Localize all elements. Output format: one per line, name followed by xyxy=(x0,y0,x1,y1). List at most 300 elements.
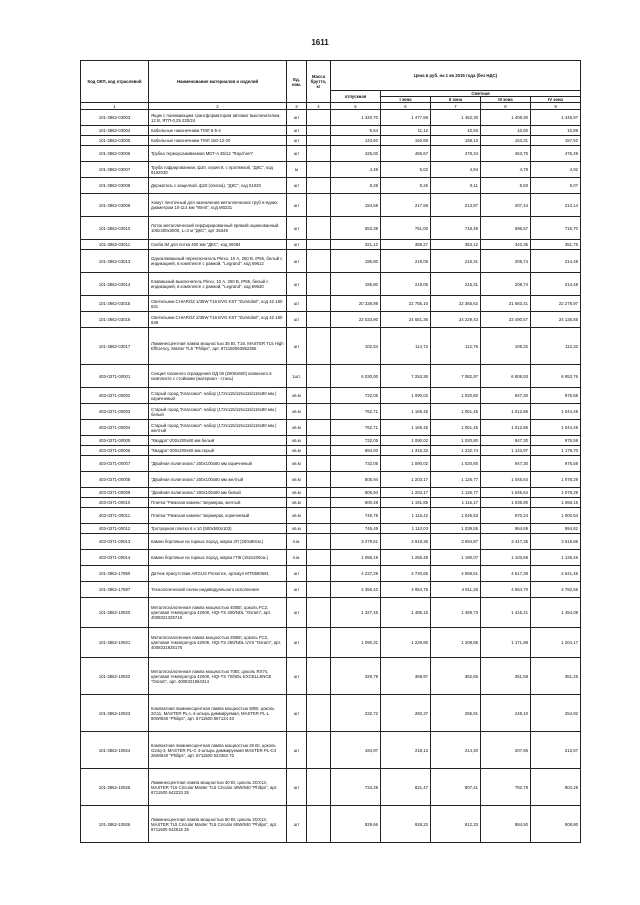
row-price-zone3: 947,30 xyxy=(481,436,531,446)
row-price-zone2: 1 452,30 xyxy=(431,110,481,126)
row-price-zone2: 214,40 xyxy=(431,732,481,769)
row-code: 403-0371-00007 xyxy=(81,456,149,472)
column-index: 2 xyxy=(149,103,287,110)
table-row xyxy=(81,472,581,488)
row-mass xyxy=(307,436,331,446)
row-mass xyxy=(307,806,331,843)
row-unit: шт xyxy=(287,312,307,328)
row-price-release: 805,94 xyxy=(331,472,381,488)
row-price-zone3: 1 408,30 xyxy=(481,110,531,126)
row-price-zone1: 3 918,36 xyxy=(381,534,431,550)
row-mass xyxy=(307,566,331,582)
row-price-release: 653,38 xyxy=(331,217,381,240)
row-price-zone1: 1 165,45 xyxy=(381,420,431,436)
table-row xyxy=(81,658,581,695)
row-unit: шт xyxy=(287,250,307,273)
row-price-zone4: 351,75 xyxy=(531,240,581,250)
row-name: Кабельные наконечники ТМЛ 150-12-20 xyxy=(149,136,287,146)
row-price-zone1: 4 740,65 xyxy=(381,566,431,582)
row-price-release: 800,48 xyxy=(331,498,381,508)
row-unit: шт xyxy=(287,217,307,240)
row-unit: шт xyxy=(287,769,307,806)
table-row xyxy=(81,312,581,328)
row-mass xyxy=(307,110,331,126)
row-code: 101-3862-03004 xyxy=(81,126,149,136)
row-unit: кв.м xyxy=(287,420,307,436)
row-price-zone3: 109,32 xyxy=(481,328,531,365)
row-code: 101-3852-10921 xyxy=(81,628,149,658)
row-name: "Двойная полигональ" 200х100х80 мм коричневый xyxy=(149,456,287,472)
row-price-zone1: 1 090,02 xyxy=(381,388,431,404)
row-name: Держатель с защелкой, ф20 (списка), "ДКС", код 51020 xyxy=(149,178,287,194)
table-row xyxy=(81,566,581,582)
row-name: Плитка "Римская камень" Бермерак, желтый xyxy=(149,498,287,508)
row-price-zone3: 1 035,80 xyxy=(481,498,531,508)
row-price-release: 195,80 xyxy=(331,273,381,296)
row-price-zone1: 821,47 xyxy=(381,769,431,806)
row-price-zone4: 476,49 xyxy=(531,146,581,162)
row-price-zone3: 1 012,86 xyxy=(481,420,531,436)
table-row xyxy=(81,806,581,843)
row-unit: шт xyxy=(287,273,307,296)
row-price-release: 9,64 xyxy=(331,126,381,136)
table-row xyxy=(81,446,581,456)
row-name: Старый город "Классика"- набор (172х115/115х115/115х80 мм.) коричневый xyxy=(149,388,287,404)
row-code: 403-0371-00004 xyxy=(81,420,149,436)
row-price-zone4: 1 454,08 xyxy=(531,598,581,628)
row-mass xyxy=(307,732,331,769)
table-header xyxy=(81,61,581,110)
table-row xyxy=(81,534,581,550)
row-price-zone1: 114,72 xyxy=(381,328,431,365)
row-unit: шт xyxy=(287,146,307,162)
table-row xyxy=(81,732,581,769)
row-name: Старый город "Классика"- набор (172х115/115х115/115х80 мм.) белый xyxy=(149,404,287,420)
row-price-release: 732,05 xyxy=(331,456,381,472)
row-price-zone3: 1 143,97 xyxy=(481,446,531,456)
row-price-zone4: 214,48 xyxy=(531,250,581,273)
row-price-zone1: 751,00 xyxy=(381,217,431,240)
row-name: Компактная люминесцентная лампа мощностью 80Вт, цоколь 2G11, MASTER PL-L 4-штырь диммируемая, MASTER PL-L 80W/840 "Philips", арт. 8711500 867124 40 xyxy=(149,695,287,732)
header-estimate: Сметная xyxy=(381,91,581,97)
row-mass xyxy=(307,240,331,250)
table-row xyxy=(81,628,581,658)
row-code: 403-0371-00009 xyxy=(81,488,149,498)
row-price-zone1: 5,02 xyxy=(381,162,431,178)
table-row xyxy=(81,273,581,296)
row-price-zone3: 1 415,21 xyxy=(481,598,531,628)
row-price-zone2: 1 039,55 xyxy=(431,524,481,534)
row-price-zone1: 1 316,32 xyxy=(381,446,431,456)
row-code: 403-0371-00014 xyxy=(81,550,149,566)
table-row xyxy=(81,296,581,312)
row-price-zone1: 11,12 xyxy=(381,126,431,136)
row-mass xyxy=(307,328,331,365)
header-code: Код ОКП, код отраслевой xyxy=(81,61,149,103)
row-unit: кв.м xyxy=(287,524,307,534)
row-price-zone2: 1 190,07 xyxy=(431,550,481,566)
row-unit: шт xyxy=(287,296,307,312)
row-price-zone3: 207,86 xyxy=(481,732,531,769)
row-price-release: 829,66 xyxy=(331,806,381,843)
header-unit: Ед. изм. xyxy=(287,61,307,103)
row-price-zone2: 1 045,53 xyxy=(431,508,481,524)
row-price-zone2: 1 020,80 xyxy=(431,436,481,446)
row-name: "Квадра"-200х200х60 мм.серый xyxy=(149,446,287,456)
row-unit: шт xyxy=(287,628,307,658)
row-price-release: 1 320,70 xyxy=(331,110,381,126)
row-price-zone4: 1 044,49 xyxy=(531,420,581,436)
row-unit: шт xyxy=(287,110,307,126)
column-index: 9 xyxy=(531,103,581,110)
row-code: 101-3862-03005 xyxy=(81,136,149,146)
row-price-zone1: 1 485,15 xyxy=(381,598,431,628)
row-name: Технологический лючок индивидуального исполнения xyxy=(149,582,287,598)
row-price-zone1: 1 165,45 xyxy=(381,404,431,420)
row-name: Светильник CHIAROZ 1/35W T16 EVG KST "Zumtobel", код 42 180 631 xyxy=(149,296,287,312)
column-index: 8 xyxy=(481,103,531,110)
row-price-zone4: 715,70 xyxy=(531,217,581,240)
row-name: Секция газонного ограждения ОД 06 (2000х600) кованного в комплекте с стойками (материал - сталь) xyxy=(149,365,287,388)
column-index: 7 xyxy=(431,103,481,110)
row-price-zone4: 1 068,15 xyxy=(531,498,581,508)
row-mass xyxy=(307,162,331,178)
row-price-release: 4,49 xyxy=(331,162,381,178)
row-price-zone2: 1 208,85 xyxy=(431,628,481,658)
row-price-zone2: 4 659,51 xyxy=(431,566,481,582)
row-price-zone4: 976,58 xyxy=(531,388,581,404)
row-price-zone4: 213,14 xyxy=(531,194,581,217)
table-row xyxy=(81,404,581,420)
row-mass xyxy=(307,126,331,136)
row-price-zone1: 1 203,17 xyxy=(381,488,431,498)
row-price-zone1: 22 755,10 xyxy=(381,296,431,312)
row-mass xyxy=(307,404,331,420)
row-price-release: 22 033,90 xyxy=(331,312,381,328)
row-name: Металлогалогенная лампа мощностью 400Вт, цоколь FC2, цветовая температура 4200К, HQI-TS 400/NDL "Osram", арт. 4008321325716 xyxy=(149,598,287,628)
row-price-zone3: 207,44 xyxy=(481,194,531,217)
row-price-release: 8,28 xyxy=(331,178,381,194)
row-price-zone3: 947,30 xyxy=(481,456,531,472)
row-code: 101-3862-17850 xyxy=(81,566,149,582)
row-mass xyxy=(307,365,331,388)
header-mass: Масса брутто, кг xyxy=(307,61,331,103)
table-row xyxy=(81,582,581,598)
row-price-zone4: 157,52 xyxy=(531,136,581,146)
row-price-zone2: 1 020,80 xyxy=(431,456,481,472)
row-price-zone1: 219,06 xyxy=(381,273,431,296)
row-mass xyxy=(307,550,331,566)
row-price-zone2: 3 694,87 xyxy=(431,534,481,550)
row-code: 403-0371-00005 xyxy=(81,436,149,446)
row-price-zone2: 1 061,45 xyxy=(431,420,481,436)
row-mass xyxy=(307,446,331,456)
row-price-zone4: 976,58 xyxy=(531,456,581,472)
row-price-zone2: 7 082,97 xyxy=(431,365,481,388)
row-price-zone1: 466,67 xyxy=(381,146,431,162)
row-price-release: 1 058,19 xyxy=(331,550,381,566)
header-zone1: I зона xyxy=(381,97,431,103)
row-code: 403-0371-00008 xyxy=(81,472,149,488)
table-row xyxy=(81,420,581,436)
row-price-release: 194,97 xyxy=(331,732,381,769)
row-mass xyxy=(307,524,331,534)
row-price-zone4: 1 000,54 xyxy=(531,508,581,524)
table-row xyxy=(81,250,581,273)
row-unit: м xyxy=(287,162,307,178)
row-price-zone1: 1 090,02 xyxy=(381,436,431,446)
row-price-zone3: 782,78 xyxy=(481,769,531,806)
row-price-zone2: 112,76 xyxy=(431,328,481,365)
row-price-release: 805,94 xyxy=(331,488,381,498)
row-price-release: 4 356,10 xyxy=(331,582,381,598)
row-price-zone2: 807,41 xyxy=(431,769,481,806)
row-code: 101-3862-03011 xyxy=(81,240,149,250)
row-code: 403-0371-00002 xyxy=(81,388,149,404)
row-name: Камни бортовые из горных пород, марка 3П (200х80см.) xyxy=(149,534,287,550)
row-price-zone2: 215,31 xyxy=(431,250,481,273)
row-name: Клавишный выключатель Plexo, 10 А, 250 В, IP55, белый с индикацией, в комплекте с рамкой, "Legrand", код 69630 xyxy=(149,273,287,296)
row-mass xyxy=(307,273,331,296)
row-price-zone3: 4 654,70 xyxy=(481,582,531,598)
row-unit: шт xyxy=(287,194,307,217)
row-unit: шт xyxy=(287,695,307,732)
row-price-zone4: 213,57 xyxy=(531,732,581,769)
row-unit: шт xyxy=(287,328,307,365)
row-name: "Двойная полигональ" 200х100х80 мм желтый xyxy=(149,472,287,488)
row-price-zone4: 804,28 xyxy=(531,769,581,806)
row-name: Металлогалогенная лампа мощностью 70Вт, цоколь RX7s, цветовая температура 4200К, HQI-TS 70/NDL EXCELLENCE "Osram", арт. 4008321964314 xyxy=(149,658,287,695)
row-price-zone1: 1 255,48 xyxy=(381,550,431,566)
row-price-zone3: 10,60 xyxy=(481,126,531,136)
row-price-zone1: 1 229,80 xyxy=(381,628,431,658)
row-price-release: 20 338,98 xyxy=(331,296,381,312)
row-price-zone4: 9,07 xyxy=(531,178,581,194)
row-mass xyxy=(307,178,331,194)
row-price-zone4: 6 953,76 xyxy=(531,365,581,388)
table-row xyxy=(81,328,581,365)
row-price-release: 3 279,61 xyxy=(331,534,381,550)
row-name: Кабельные наконечники ТМЛ 6-5-4 xyxy=(149,126,287,136)
table-row xyxy=(81,126,581,136)
header-zone2: II зона xyxy=(431,97,481,103)
row-price-zone3: 351,59 xyxy=(481,658,531,695)
row-price-zone4: 4 641,45 xyxy=(531,566,581,582)
row-name: Тротуарная плитка 6 х 10 (500х500х103) xyxy=(149,524,287,534)
row-price-zone3: 3 417,35 xyxy=(481,534,531,550)
row-price-release: 732,05 xyxy=(331,388,381,404)
row-name: Люминесцентная лампа мощностью 60 Вт, цоколь 2GX13, MASTER TL5 Circular Master TL5 Circular 60W/840 "Philips", арт. 8711500 642615 25 xyxy=(149,806,287,843)
row-mass xyxy=(307,598,331,628)
row-price-zone2: 478,34 xyxy=(431,146,481,162)
row-code: 101-3862-03017 xyxy=(81,328,149,365)
row-unit: шт xyxy=(287,582,307,598)
row-code: 101-3862-03014 xyxy=(81,273,149,296)
row-name: "Квадра"-200х200х60 мм белый xyxy=(149,436,287,446)
row-unit: кв.м xyxy=(287,446,307,456)
row-price-zone2: 1 126,77 xyxy=(431,488,481,498)
table-row xyxy=(81,194,581,217)
row-price-zone2: 4 811,25 xyxy=(431,582,481,598)
row-code: 101-3862-10924 xyxy=(81,732,149,769)
row-name: Светильник CHIAROZ 2/35W T16 EVG KST "Zumtobel", код 42 180 638 xyxy=(149,312,287,328)
row-price-zone1: 928,22 xyxy=(381,806,431,843)
row-price-release: 102,54 xyxy=(331,328,381,365)
row-unit: кв.м xyxy=(287,388,307,404)
row-price-zone3: 964,69 xyxy=(481,524,531,534)
row-name: Одноклавишный переключатель Plexo, 10 А, 250 В, IP55, белый с индикацией, в комплекте с рамкой, "Legrand", код 69612 xyxy=(149,250,287,273)
row-mass xyxy=(307,146,331,162)
table-row xyxy=(81,162,581,178)
row-price-zone2: 24 229,43 xyxy=(431,312,481,328)
row-code: 101-3862-10923 xyxy=(81,695,149,732)
row-price-release: 329,79 xyxy=(331,658,381,695)
row-mass xyxy=(307,695,331,732)
table-row xyxy=(81,110,581,126)
row-price-zone4: 1 135,46 xyxy=(531,550,581,566)
column-index: 1 xyxy=(81,103,149,110)
row-code: 101-3862-03013 xyxy=(81,250,149,273)
row-price-zone2: 1 020,80 xyxy=(431,388,481,404)
row-price-zone4: 1 078,29 xyxy=(531,488,581,498)
row-code: 101-3862-03010 xyxy=(81,217,149,240)
table-row xyxy=(81,436,581,446)
row-price-zone4: 1 044,49 xyxy=(531,404,581,420)
row-code: 101-3862-10925 xyxy=(81,769,149,806)
row-price-zone4: 254,92 xyxy=(531,695,581,732)
row-mass xyxy=(307,508,331,524)
table-row xyxy=(81,524,581,534)
header-name: Наименование материалов и изделий xyxy=(149,61,287,103)
row-price-release: 143,60 xyxy=(331,136,381,146)
row-price-release: 1 090,31 xyxy=(331,628,381,658)
row-mass xyxy=(307,217,331,240)
row-name: Старый город "Классика"- набор (172х115/115х115/115х80 мм.) желтый xyxy=(149,420,287,436)
row-price-release: 1 327,45 xyxy=(331,598,381,628)
row-price-release: 734,29 xyxy=(331,769,381,806)
row-code: 101-3862-03015 xyxy=(81,296,149,312)
row-price-zone4: 1 179,70 xyxy=(531,446,581,456)
row-name: Камни бортовые из горных пород, марка ГП6 (152х200см.) xyxy=(149,550,287,566)
row-price-zone1: 24 651,36 xyxy=(381,312,431,328)
row-name: Компактная люминесцентная лампа мощностью 26 Вт, цоколь G24q-3, MASTER PL-C 4-штырь диммируемая MASTER PL-C4 26W/840 "Philips", арт. 8711500 623362 70 xyxy=(149,732,287,769)
row-unit: кв.м xyxy=(287,472,307,488)
row-price-zone3: 1 012,86 xyxy=(481,404,531,420)
table-row xyxy=(81,498,581,508)
table-row xyxy=(81,388,581,404)
row-mass xyxy=(307,456,331,472)
table-row xyxy=(81,769,581,806)
row-mass xyxy=(307,582,331,598)
row-unit: шт xyxy=(287,806,307,843)
row-price-zone4: 214,48 xyxy=(531,273,581,296)
row-unit: шт xyxy=(287,178,307,194)
row-price-zone3: 1 103,68 xyxy=(481,550,531,566)
row-price-zone3: 463,75 xyxy=(481,146,531,162)
row-price-release: 762,71 xyxy=(331,420,381,436)
table-row xyxy=(81,456,581,472)
row-price-zone1: 260,37 xyxy=(381,695,431,732)
row-price-zone4: 908,80 xyxy=(531,806,581,843)
row-name: Трубка термоусаживаемая MDT-A 35/12 "Raychem" xyxy=(149,146,287,162)
row-price-zone4: 361,25 xyxy=(531,658,581,695)
table-row xyxy=(81,508,581,524)
row-price-zone3: 1 045,64 xyxy=(481,472,531,488)
row-name: Люминесцентная лампа мощностью 35 Вт, T16, MASTER TL5 High Efficiency, Master TL5 "Philips", арт. 871150063952355 xyxy=(149,328,287,365)
row-unit: кв.м xyxy=(287,436,307,446)
row-unit: шт xyxy=(287,126,307,136)
row-unit: шт xyxy=(287,658,307,695)
header-price-group: Цена в руб. на 1 кв 2015 года (без НДС) xyxy=(331,61,581,91)
row-price-zone1: 359,27 xyxy=(381,240,431,250)
row-price-zone4: 22 278,97 xyxy=(531,296,581,312)
table-row xyxy=(81,146,581,162)
row-mass xyxy=(307,420,331,436)
row-unit: кв.м xyxy=(287,488,307,498)
row-price-zone1: 4 854,76 xyxy=(381,582,431,598)
row-price-zone4: 3 518,85 xyxy=(531,534,581,550)
row-mass xyxy=(307,534,331,550)
row-price-zone1: 1 090,02 xyxy=(381,456,431,472)
row-price-zone4: 1 204,17 xyxy=(531,628,581,658)
row-mass xyxy=(307,472,331,488)
row-price-zone3: 208,74 xyxy=(481,250,531,273)
row-price-release: 4 237,29 xyxy=(331,566,381,582)
row-mass xyxy=(307,296,331,312)
row-price-zone2: 1 232,74 xyxy=(431,446,481,456)
column-index: 5 xyxy=(331,103,381,110)
row-name: Ящик с понижающим трансформатором автомат выключателем, 12 В, ЯТП-0,25 220/24 xyxy=(149,110,287,126)
row-mass xyxy=(307,769,331,806)
row-price-zone2: 158,13 xyxy=(431,136,481,146)
row-price-release: 884,00 xyxy=(331,446,381,456)
row-price-zone4: 994,82 xyxy=(531,524,581,534)
row-price-zone3: 342,35 xyxy=(481,240,531,250)
row-price-zone1: 1 110,03 xyxy=(381,524,431,534)
row-unit: шт xyxy=(287,240,307,250)
row-name: Металлогалогенная лампа мощностью 250Вт, цоколь FC2, цветовая температура 4200К, HQI-TS 250/NDL UVS "Osram", арт. 4008321925178 xyxy=(149,628,287,658)
row-price-release: 194,58 xyxy=(331,194,381,217)
row-unit: п.м. xyxy=(287,550,307,566)
row-code: 101-3862-03016 xyxy=(81,312,149,328)
row-name: Датчик присутствия ARGUS Presence, артикул MTN550591 xyxy=(149,566,287,582)
row-price-zone2: 912,33 xyxy=(431,806,481,843)
row-mass xyxy=(307,194,331,217)
row-name: Труба гофрированная, ф20, серия 9, с протяжкой, "ДКС", код 9192030 xyxy=(149,162,287,178)
row-name: Хомут ленточный для заземления металлических труб в-ядних диаметром 10-114 мм "Werit", код M0231 xyxy=(149,194,287,217)
row-mass xyxy=(307,488,331,498)
row-price-zone3: 23 490,57 xyxy=(481,312,531,328)
row-price-zone2: 1 459,73 xyxy=(431,598,481,628)
row-unit: шт xyxy=(287,732,307,769)
row-price-zone1: 219,06 xyxy=(381,250,431,273)
row-price-zone2: 718,49 xyxy=(431,217,481,240)
row-name: Люминесцентная лампа мощностью 40 Вт, цоколь 2GX13, MASTER TL5 Circular Master TL5 Circular 40W/840 "Philips", арт. 8711500 642233 25 xyxy=(149,769,287,806)
row-price-zone4: 1 446,97 xyxy=(531,110,581,126)
row-price-zone4: 976,58 xyxy=(531,436,581,446)
row-price-zone3: 1 171,98 xyxy=(481,628,531,658)
column-index: 6 xyxy=(381,103,431,110)
row-unit: шт xyxy=(287,566,307,582)
row-price-zone2: 9,11 xyxy=(431,178,481,194)
row-code: 101-3862-10920 xyxy=(81,598,149,628)
row-price-zone4: 112,32 xyxy=(531,328,581,365)
row-price-zone2: 22 365,62 xyxy=(431,296,481,312)
row-price-zone2: 10,93 xyxy=(431,126,481,136)
row-price-zone2: 362,65 xyxy=(431,658,481,695)
row-price-zone4: 10,89 xyxy=(531,126,581,136)
row-price-zone3: 4,79 xyxy=(481,162,531,178)
